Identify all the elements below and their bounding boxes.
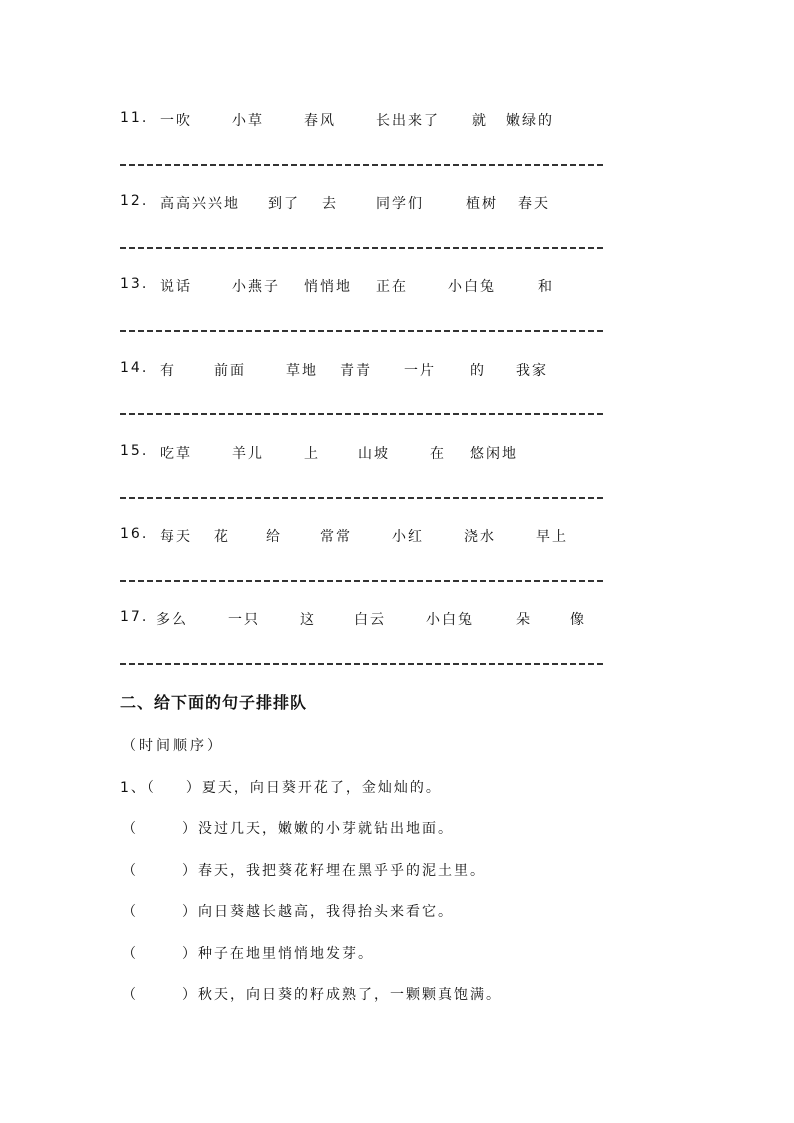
word: 给 <box>266 529 282 545</box>
paren-close: ） <box>182 987 198 1003</box>
word: 到了 <box>268 196 300 212</box>
sentence-item <box>122 943 374 963</box>
paren-open: （ <box>122 863 138 879</box>
word: 同学们 <box>376 196 424 212</box>
word: 白云 <box>354 612 386 628</box>
word: 小草 <box>232 113 264 129</box>
word: 植树 <box>466 196 498 212</box>
word: 春天 <box>518 196 550 212</box>
word: 在 <box>430 446 446 462</box>
word: 说话 <box>160 279 192 295</box>
word: 上 <box>304 446 320 462</box>
paren-close: ） <box>185 780 202 796</box>
answer-line <box>120 580 606 582</box>
sentence-item <box>120 777 442 797</box>
item-prefix: 1、（ <box>120 780 156 796</box>
word: 羊儿 <box>232 446 264 462</box>
word: 悠闲地 <box>470 446 518 462</box>
word: 草地 <box>286 363 318 379</box>
answer-line <box>120 497 606 499</box>
word: 每天 <box>160 529 192 545</box>
word: 的 <box>470 363 486 379</box>
paren-close: ） <box>182 904 198 920</box>
word: 高高兴兴地 <box>160 196 240 212</box>
word: 小白兔 <box>448 279 496 295</box>
word: 小红 <box>392 529 424 545</box>
sentence-text: 没过几天，嫩嫩的小芽就钻出地面。 <box>198 821 454 837</box>
word: 山坡 <box>358 446 390 462</box>
question-number: 16. <box>120 526 149 542</box>
word: 多么 <box>156 612 188 628</box>
word: 前面 <box>214 363 246 379</box>
question-number: 17. <box>120 609 149 625</box>
paren-close: ） <box>182 821 198 837</box>
word: 小燕子 <box>232 279 280 295</box>
paren-open: （ <box>122 987 138 1003</box>
question-number: 11. <box>120 110 149 126</box>
word: 嫩绿的 <box>506 113 554 129</box>
word: 我家 <box>516 363 548 379</box>
answer-line <box>120 247 606 249</box>
question-number: 12. <box>120 193 149 209</box>
section-subheading: （时间顺序） <box>122 738 224 754</box>
word: 去 <box>322 196 338 212</box>
sentence-text: 种子在地里悄悄地发芽。 <box>198 946 374 962</box>
question-number: 15. <box>120 443 149 459</box>
answer-line <box>120 663 606 665</box>
sentence-item <box>122 860 486 880</box>
sentence-item <box>122 984 502 1004</box>
word: 常常 <box>320 529 352 545</box>
sentence-text: 夏天，向日葵开花了，金灿灿的。 <box>201 780 442 796</box>
word: 有 <box>160 363 176 379</box>
word: 青青 <box>340 363 372 379</box>
sentence-text: 秋天，向日葵的籽成熟了，一颗颗真饱满。 <box>198 987 502 1003</box>
paren-open: （ <box>122 821 138 837</box>
answer-line <box>120 330 606 332</box>
word: 早上 <box>536 529 568 545</box>
question-number: 14. <box>120 360 149 376</box>
answer-line <box>120 164 606 166</box>
word: 这 <box>300 612 316 628</box>
word: 正在 <box>376 279 408 295</box>
word: 就 <box>472 113 488 129</box>
word: 悄悄地 <box>304 279 352 295</box>
question-number: 13. <box>120 276 149 292</box>
paren-close: ） <box>182 863 198 879</box>
paren-open: （ <box>122 904 138 920</box>
sentence-item <box>122 901 454 921</box>
paren-open: （ <box>122 946 138 962</box>
sentence-item <box>122 818 454 838</box>
paren-close: ） <box>182 946 198 962</box>
word: 一只 <box>228 612 260 628</box>
word: 一片 <box>404 363 436 379</box>
word: 一吹 <box>160 113 192 129</box>
word: 长出来了 <box>376 113 440 129</box>
section-heading: 二、给下面的句子排排队 <box>120 693 308 712</box>
word: 花 <box>214 529 230 545</box>
answer-line <box>120 413 606 415</box>
word: 像 <box>570 612 586 628</box>
word: 吃草 <box>160 446 192 462</box>
word: 和 <box>538 279 554 295</box>
word: 春风 <box>304 113 336 129</box>
word: 朵 <box>516 612 532 628</box>
sentence-text: 向日葵越长越高，我得抬头来看它。 <box>198 904 454 920</box>
word: 浇水 <box>464 529 496 545</box>
sentence-text: 春天，我把葵花籽埋在黑乎乎的泥土里。 <box>198 863 486 879</box>
word: 小白兔 <box>426 612 474 628</box>
